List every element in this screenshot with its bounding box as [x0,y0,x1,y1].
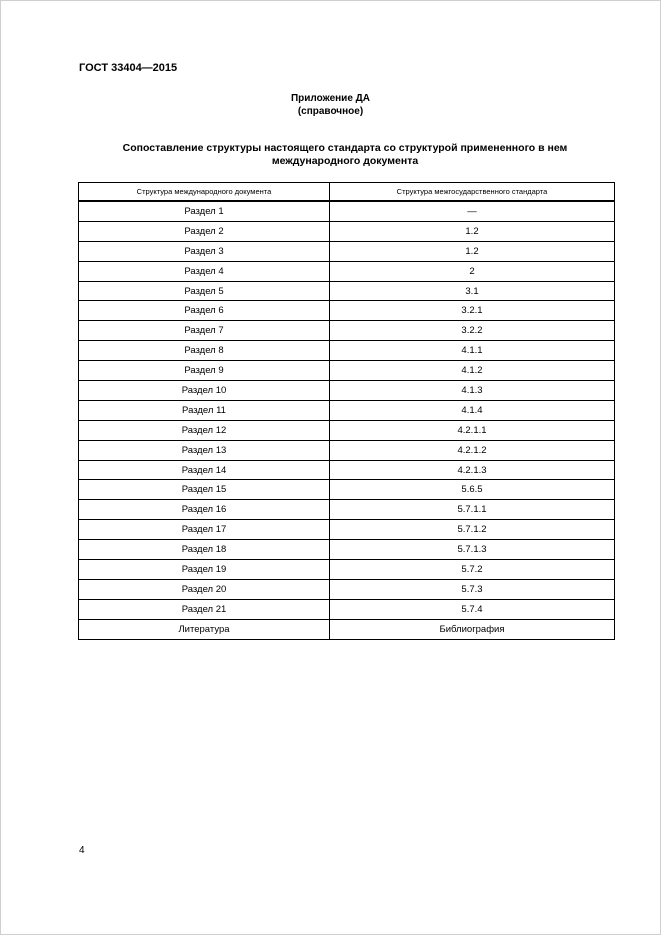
cell-interstate-section: 5.7.4 [330,599,615,619]
page-number: 4 [79,845,85,856]
cell-international-section: Раздел 19 [79,560,330,580]
table-row [79,400,615,420]
cell-international-section: Раздел 3 [79,241,330,261]
appendix-heading [0,92,661,118]
cell-interstate-section: 5.7.1.1 [330,500,615,520]
table-row [79,619,615,639]
cell-international-section: Раздел 5 [79,281,330,301]
table-body [79,201,615,639]
table-row [79,599,615,619]
cell-interstate-section: 5.7.1.2 [330,520,615,540]
cell-international-section: Раздел 21 [79,599,330,619]
table-row [79,460,615,480]
cell-interstate-section: 4.1.4 [330,400,615,420]
cell-international-section: Раздел 20 [79,579,330,599]
section-title-line-1: Сопоставление структуры настоящего стандарта со структурой примененного в нем [122,142,568,154]
document-code: ГОСТ 33404—2015 [79,62,178,74]
cell-international-section: Раздел 15 [79,480,330,500]
cell-international-section: Раздел 7 [79,321,330,341]
cell-interstate-section: 1.2 [330,241,615,261]
column-header-international: Структура международного документа [79,183,330,202]
section-title-line-2: международного документа [271,155,419,167]
cell-international-section: Раздел 8 [79,341,330,361]
cell-interstate-section: 3.2.2 [330,321,615,341]
table-row [79,520,615,540]
cell-international-section: Раздел 12 [79,420,330,440]
cell-international-section: Раздел 2 [79,221,330,241]
table-row [79,440,615,460]
cell-international-section: Раздел 11 [79,400,330,420]
table-row [79,201,615,221]
cell-interstate-section: 5.7.1.3 [330,540,615,560]
column-header-interstate: Структура межгосударственного стандарта [330,183,615,202]
table-row [79,241,615,261]
cell-interstate-section: 5.7.2 [330,560,615,580]
cell-international-section: Раздел 13 [79,440,330,460]
table-row [79,420,615,440]
table-row [79,381,615,401]
table-row [79,341,615,361]
table-row [79,281,615,301]
table-row [79,301,615,321]
table-row [79,261,615,281]
cell-international-section: Раздел 16 [79,500,330,520]
table-row [79,500,615,520]
appendix-title: Приложение ДА [290,93,371,104]
appendix-subtitle: (справочное) [297,106,364,117]
table-header-row [79,183,615,202]
structure-comparison-table [78,182,615,640]
cell-interstate-section: — [330,201,615,221]
cell-interstate-section: Библиография [330,619,615,639]
cell-interstate-section: 4.2.1.2 [330,440,615,460]
table-row [79,480,615,500]
cell-interstate-section: 5.7.3 [330,579,615,599]
cell-international-section: Раздел 1 [79,201,330,221]
cell-interstate-section: 1.2 [330,221,615,241]
table-row [79,321,615,341]
cell-international-section: Раздел 14 [79,460,330,480]
table-row [79,540,615,560]
cell-interstate-section: 3.2.1 [330,301,615,321]
cell-interstate-section: 4.1.3 [330,381,615,401]
cell-interstate-section: 4.2.1.3 [330,460,615,480]
cell-international-section: Литература [79,619,330,639]
cell-international-section: Раздел 4 [79,261,330,281]
cell-international-section: Раздел 6 [79,301,330,321]
section-title [100,142,590,168]
cell-international-section: Раздел 10 [79,381,330,401]
table-row [79,221,615,241]
cell-international-section: Раздел 9 [79,361,330,381]
cell-international-section: Раздел 18 [79,540,330,560]
cell-interstate-section: 4.1.2 [330,361,615,381]
cell-international-section: Раздел 17 [79,520,330,540]
cell-interstate-section: 4.2.1.1 [330,420,615,440]
cell-interstate-section: 3.1 [330,281,615,301]
cell-interstate-section: 5.6.5 [330,480,615,500]
table-row [79,361,615,381]
cell-interstate-section: 4.1.1 [330,341,615,361]
table-row [79,579,615,599]
cell-interstate-section: 2 [330,261,615,281]
table-row [79,560,615,580]
